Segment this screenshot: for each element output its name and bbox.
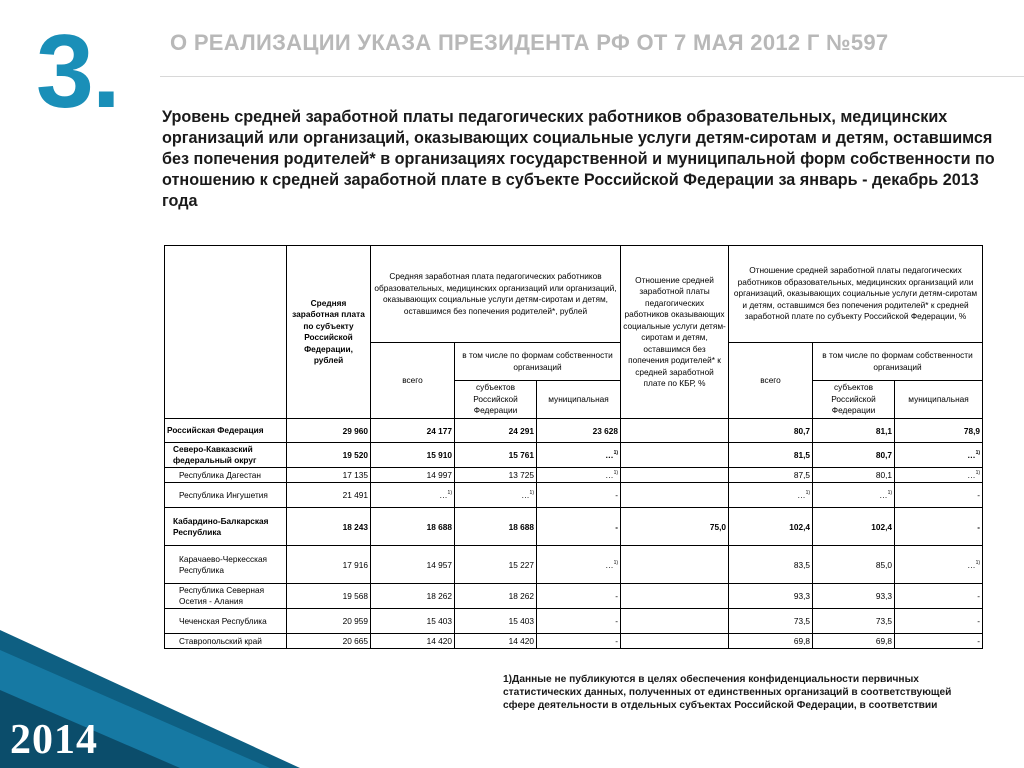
- cell-value: 78,9: [963, 425, 981, 436]
- cell-c8: [895, 546, 983, 584]
- cell-value: 73,5: [875, 616, 893, 626]
- slide-heading: Уровень средней заработной платы педагогических работников образовательных, медицинских организаций или организаций, оказывающих социальные услуги детям-сиротам и детям, оставшимся без попечения родителей* в организациях государственной и муниципальной форм собственности по отношению к средней заработной плате в субъекте Российской Федерации за январь - декабрь 2013 года: [162, 108, 995, 210]
- cell-value: 85,0: [875, 559, 893, 570]
- cell-value: -: [977, 521, 981, 532]
- salary-table: [164, 245, 983, 649]
- cell-c5: [621, 419, 729, 443]
- cell-value: 18 262: [508, 591, 534, 601]
- row-name: Карачаево-Черкесская Республика: [165, 546, 287, 584]
- cell-c2: [371, 634, 455, 649]
- cell-c4: [537, 443, 621, 468]
- cell-c4: [537, 584, 621, 609]
- cell-value: 20 959: [342, 616, 368, 626]
- table-body: [165, 419, 983, 649]
- cell-c8: [895, 443, 983, 468]
- cell-c1: [287, 468, 371, 483]
- cell-c6: [729, 468, 813, 483]
- row-name: Кабардино-Балкарская Республика: [165, 508, 287, 546]
- cell-c6: [729, 546, 813, 584]
- cell-value: 13 725: [508, 470, 534, 480]
- cell-c5: [621, 508, 729, 546]
- cell-c6: [729, 609, 813, 634]
- cell-c2: [371, 443, 455, 468]
- cell-c3: [455, 443, 537, 468]
- header-by-forms-2: в том числе по формам собственности организаций: [813, 343, 983, 381]
- footnote-mark: 1): [529, 490, 534, 496]
- cell-c2: [371, 419, 455, 443]
- cell-value: 69,8: [875, 636, 893, 646]
- cell-c2: [371, 508, 455, 546]
- cell-c7: [813, 419, 895, 443]
- cell-c5: [621, 443, 729, 468]
- cell-value: 24 291: [508, 425, 534, 436]
- cell-c8: [895, 609, 983, 634]
- cell-c5: [621, 468, 729, 483]
- cell-c3: [455, 546, 537, 584]
- cell-c1: [287, 508, 371, 546]
- cell-c7: [813, 634, 895, 649]
- cell-c2: [371, 546, 455, 584]
- cell-c4: [537, 483, 621, 508]
- cell-c8: [895, 419, 983, 443]
- table-row: [165, 419, 983, 443]
- cell-value: -: [615, 490, 619, 500]
- cell-value: 75,0: [709, 521, 727, 532]
- cell-value: 80,1: [875, 470, 893, 480]
- cell-c6: [729, 483, 813, 508]
- cell-c8: [895, 584, 983, 609]
- cell-c8: [895, 508, 983, 546]
- cell-value: 17 135: [342, 470, 368, 480]
- cell-value: …: [879, 490, 888, 500]
- cell-c6: [729, 584, 813, 609]
- header-subjects: субъектов Российской Федерации: [455, 381, 537, 419]
- cell-value: 81,5: [793, 450, 811, 460]
- cell-c6: [729, 508, 813, 546]
- cell-value: -: [977, 616, 981, 626]
- cell-value: …: [439, 490, 448, 500]
- cell-c1: [287, 443, 371, 468]
- table-row: [165, 443, 983, 468]
- footnote-mark: 1): [975, 559, 981, 566]
- cell-c7: [813, 584, 895, 609]
- cell-value: 73,5: [793, 616, 811, 626]
- header-by-forms: в том числе по формам собственности организаций: [455, 343, 621, 381]
- cell-c7: [813, 443, 895, 468]
- header-total: всего: [371, 343, 455, 419]
- cell-value: …: [797, 490, 806, 500]
- footnote-mark: 1): [805, 490, 811, 496]
- cell-value: -: [615, 616, 619, 626]
- row-name: Ставропольский край: [165, 634, 287, 649]
- footnote-mark: 1): [975, 470, 981, 476]
- cell-value: 19 520: [342, 450, 368, 460]
- cell-value: 15 403: [426, 616, 452, 626]
- cell-c6: [729, 443, 813, 468]
- cell-value: -: [615, 521, 619, 532]
- cell-value: 15 403: [508, 616, 534, 626]
- cell-value: -: [615, 636, 619, 646]
- cell-c3: [455, 483, 537, 508]
- cell-c1: [287, 419, 371, 443]
- cell-value: 19 568: [342, 591, 368, 601]
- cell-c1: [287, 584, 371, 609]
- cell-value: 81,1: [875, 425, 893, 436]
- table-row: [165, 508, 983, 546]
- cell-value: 24 177: [426, 425, 452, 436]
- cell-value: …: [605, 450, 614, 460]
- cell-value: 15 910: [426, 450, 452, 460]
- header-ratio-subject: Отношение средней заработной платы педагогических работников образовательных, медицинских организаций или организаций, оказывающих социальные услуги детям-сиротам и детям, оставшимся без попечения родителей* к средней заработной плате по субъекту Российской Федерации, %: [729, 246, 983, 343]
- footnote-mark: 1): [613, 470, 619, 476]
- footnote-mark: 1): [613, 559, 619, 566]
- header-avg-salary-ped: Средняя заработная плата педагогических работников образовательных, медицинских организаций или организаций, оказывающих социальные услуги детям-сиротам и детям, оставшимся без попечения родителей*, рублей: [371, 246, 621, 343]
- cell-value: 14 957: [426, 559, 452, 570]
- cell-value: -: [615, 591, 619, 601]
- cell-c2: [371, 584, 455, 609]
- cell-value: 14 997: [426, 470, 452, 480]
- cell-value: 21 491: [342, 490, 368, 500]
- cell-value: 102,4: [789, 521, 811, 532]
- cell-c4: [537, 508, 621, 546]
- cell-value: 18 243: [342, 521, 368, 532]
- footnote-mark: 1): [887, 490, 893, 496]
- cell-c4: [537, 546, 621, 584]
- cell-value: …: [967, 470, 976, 480]
- table-row: [165, 468, 983, 483]
- cell-c4: [537, 609, 621, 634]
- cell-value: 15 761: [508, 450, 534, 460]
- header-subjects-2: субъектов Российской Федерации: [813, 381, 895, 419]
- cell-value: 18 688: [508, 521, 534, 532]
- cell-c8: [895, 468, 983, 483]
- header-municipal: муниципальная: [537, 381, 621, 419]
- cell-c5: [621, 609, 729, 634]
- cell-c3: [455, 634, 537, 649]
- cell-c5: [621, 546, 729, 584]
- cell-c5: [621, 483, 729, 508]
- header-divider: [160, 76, 1024, 77]
- cell-value: 93,3: [793, 591, 811, 601]
- cell-c7: [813, 508, 895, 546]
- cell-c1: [287, 546, 371, 584]
- cell-value: -: [977, 490, 981, 500]
- header-ratio-kbr: Отношение средней заработной платы педагогических работников оказывающих социальные услуги детям-сиротам и детям, оставшимся без попечения родителей* к средней заработной плате по КБР, %: [621, 246, 729, 419]
- row-name: Республика Ингушетия: [165, 483, 287, 508]
- cell-c6: [729, 634, 813, 649]
- cell-value: 29 960: [342, 425, 368, 436]
- header-empty-cell: [165, 246, 287, 419]
- cell-c5: [621, 584, 729, 609]
- cell-value: 83,5: [793, 559, 811, 570]
- footnote: 1)Данные не публикуются в целях обеспечения конфиденциальности первичных статистических данных, полученных от единственных организаций в соответствующей сфере деятельности в отдельных субъектах Российской Федерации, в соответствии: [503, 674, 952, 711]
- cell-value: 87,5: [793, 470, 811, 480]
- cell-value: 15 227: [508, 559, 534, 570]
- cell-c3: [455, 508, 537, 546]
- cell-c7: [813, 609, 895, 634]
- salary-table-container: [164, 245, 982, 649]
- cell-c3: [455, 468, 537, 483]
- cell-value: 20 665: [342, 636, 368, 646]
- cell-c7: [813, 546, 895, 584]
- cell-value: …: [605, 470, 614, 480]
- row-name: Северо-Кавказский федеральный округ: [165, 443, 287, 468]
- header-total-2: всего: [729, 343, 813, 419]
- cell-value: 80,7: [875, 450, 893, 460]
- cell-value: 17 916: [342, 559, 368, 570]
- row-name: Республика Северная Осетия - Алания: [165, 584, 287, 609]
- header-title: О РЕАЛИЗАЦИИ УКАЗА ПРЕЗИДЕНТА РФ ОТ 7 МАЯ 2012 Г №597: [170, 30, 889, 55]
- footnote-mark: 1): [975, 450, 981, 456]
- cell-value: …: [967, 559, 976, 570]
- table-row: [165, 584, 983, 609]
- cell-c4: [537, 468, 621, 483]
- cell-c2: [371, 483, 455, 508]
- cell-value: 69,8: [793, 636, 811, 646]
- cell-value: …: [967, 450, 976, 460]
- cell-value: 80,7: [793, 425, 811, 436]
- cell-c4: [537, 634, 621, 649]
- table-header: [165, 246, 983, 419]
- header-avg-salary-subject: Средняя заработная плата по субъекту Российской Федерации, рублей: [287, 246, 371, 419]
- footnote-mark: 1): [613, 450, 619, 456]
- year-label: 2014: [10, 717, 98, 763]
- cell-value: 23 628: [592, 425, 619, 436]
- cell-c3: [455, 609, 537, 634]
- cell-value: 18 262: [426, 591, 452, 601]
- cell-c2: [371, 609, 455, 634]
- table-row: [165, 483, 983, 508]
- cell-value: 14 420: [426, 636, 452, 646]
- row-name: Чеченская Республика: [165, 609, 287, 634]
- cell-value: -: [977, 636, 981, 646]
- cell-value: 14 420: [508, 636, 534, 646]
- cell-c3: [455, 419, 537, 443]
- header-municipal-2: муниципальная: [895, 381, 983, 419]
- cell-value: 18 688: [426, 521, 452, 532]
- cell-c1: [287, 483, 371, 508]
- cell-value: …: [605, 559, 614, 570]
- cell-c3: [455, 584, 537, 609]
- row-name: Российская Федерация: [165, 419, 287, 443]
- cell-c7: [813, 483, 895, 508]
- footnote-mark: 1): [447, 490, 452, 496]
- slide-number: 3.: [36, 14, 119, 130]
- cell-c8: [895, 483, 983, 508]
- cell-c6: [729, 419, 813, 443]
- cell-c8: [895, 634, 983, 649]
- cell-value: -: [977, 591, 981, 601]
- cell-c2: [371, 468, 455, 483]
- cell-c7: [813, 468, 895, 483]
- table-row: [165, 546, 983, 584]
- cell-value: 93,3: [875, 591, 893, 601]
- cell-c5: [621, 634, 729, 649]
- row-name: Республика Дагестан: [165, 468, 287, 483]
- cell-value: 102,4: [871, 521, 893, 532]
- cell-value: …: [521, 490, 530, 500]
- cell-c4: [537, 419, 621, 443]
